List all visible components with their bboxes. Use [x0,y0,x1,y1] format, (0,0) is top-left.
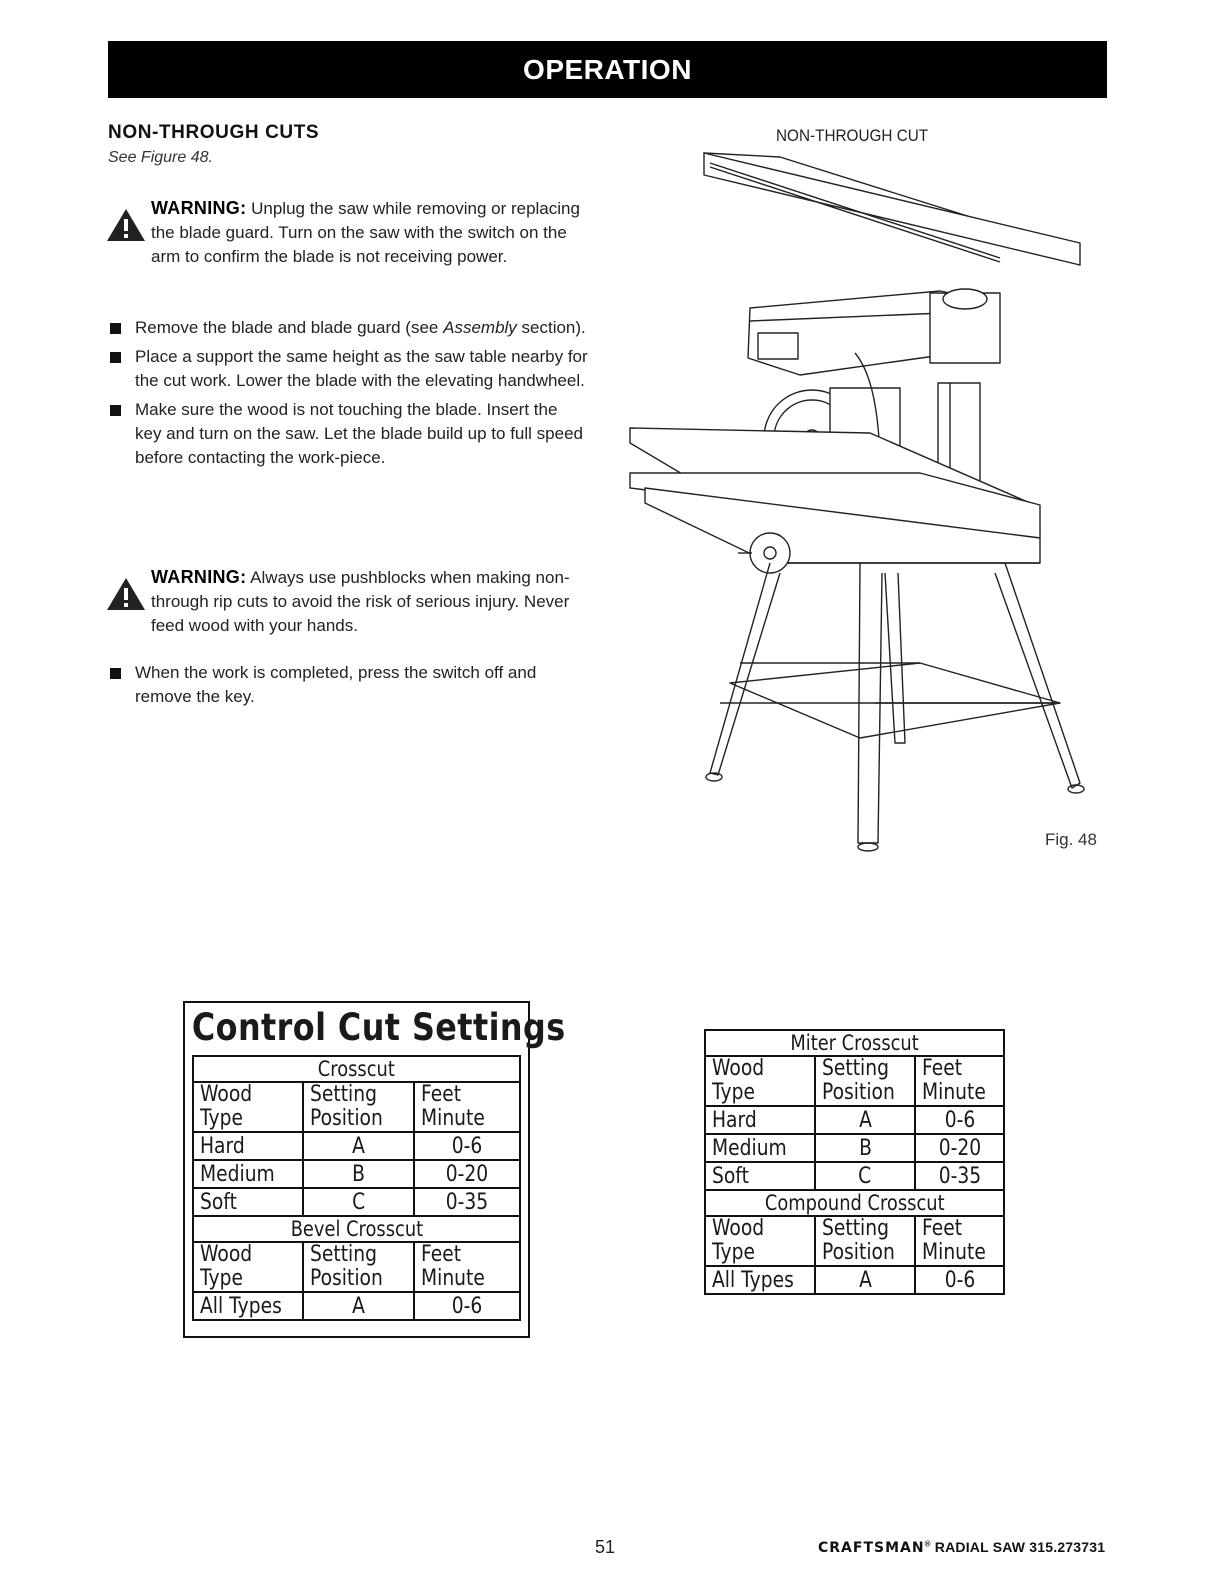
list-item: Remove the blade and blade guard (see Assembly section). [108,316,588,340]
bullet-square-icon [110,352,121,363]
table-row: Medium B 0-20 [705,1134,1004,1162]
section-title: NON-THROUGH CUTS [108,122,320,143]
table-section-header: Crosscut [193,1056,520,1082]
warning-text: Unplug the saw while removing or replacing the blade guard. Turn on the saw with the switch on the arm to confirm the blade is not receiving power. [151,199,580,266]
section-banner: OPERATION [108,41,1107,98]
bullet-square-icon [110,405,121,416]
table-column-headers: Wood Type Setting Position Feet Minute [705,1216,1004,1266]
steps-list [108,316,588,475]
warning-text: Always use pushblocks when making non-through rip cuts to avoid the risk of serious injury. Never feed wood with your hands. [151,568,570,635]
brand-logo: CRAFTSMAN [818,1540,925,1556]
table-row: All Types A 0-6 [705,1266,1004,1294]
control-cut-settings-box [183,1001,566,1338]
final-steps-list [108,661,588,714]
page-number: 51 [595,1537,616,1557]
table-column-headers: Wood Type Setting Position Feet Minute [193,1242,520,1292]
warning-pushblocks [106,565,586,638]
miter-compound-table [704,1029,1005,1295]
control-cut-settings-title: Control Cut Settings [191,1006,566,1049]
figure-number: Fig. 48 [1045,830,1097,849]
control-cut-settings-table [192,1055,521,1321]
table-column-headers: Wood Type Setting Position Feet Minute [193,1082,520,1132]
list-item: Place a support the same height as the saw table nearby for the cut work. Lower the blade with the elevating handwheel. [108,345,588,393]
radial-arm-saw-illustration [620,143,1100,863]
table-row: Hard A 0-6 [193,1132,520,1160]
warning-icon [106,577,146,611]
table-row: Soft C 0-35 [705,1162,1004,1190]
footer-model: CRAFTSMAN® RADIAL SAW 315.273731 [818,1539,1106,1556]
table-column-headers: Wood Type Setting Position Feet Minute [705,1056,1004,1106]
warning-label: WARNING: [151,567,247,587]
table-row: All Types A 0-6 [193,1292,520,1320]
warning-label: WARNING: [151,198,247,218]
table-row: Hard A 0-6 [705,1106,1004,1134]
list-item: When the work is completed, press the switch off and remove the key. [108,661,588,709]
warning-unplug [106,196,586,269]
table-row: Soft C 0-35 [193,1188,520,1216]
list-item: Make sure the wood is not touching the blade. Insert the key and turn on the saw. Let the blade build up to full speed before contacting the work-piece. [108,398,588,470]
table-section-header: Miter Crosscut [705,1030,1004,1056]
warning-icon [106,208,146,242]
bullet-square-icon [110,323,121,334]
table-row: Medium B 0-20 [193,1160,520,1188]
table-section-header: Compound Crosscut [705,1190,1004,1216]
figure-label: NON-THROUGH CUT [776,126,929,145]
table-section-header: Bevel Crosscut [193,1216,520,1242]
section-subtitle: See Figure 48. [108,149,213,166]
bullet-square-icon [110,668,121,679]
